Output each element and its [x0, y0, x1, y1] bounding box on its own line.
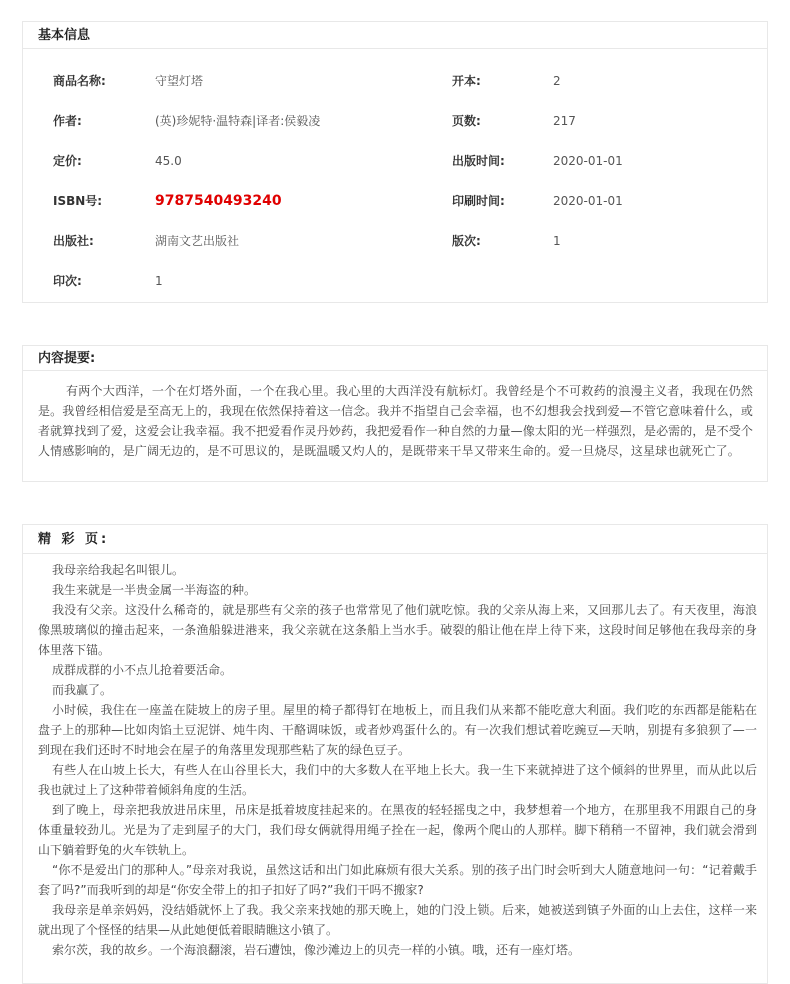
- info-label: 作者:: [53, 114, 82, 128]
- info-value: 217: [553, 114, 576, 128]
- excerpt-paragraph: 我母亲给我起名叫银儿。: [52, 563, 185, 577]
- excerpt-paragraph: 我母亲是单亲妈妈，没结婚就怀上了我。我父亲来找她的那天晚上，她的门没上锁。后来，她被送到镇子外面的山上去住，这样一来就出现了个怪怪的结果—从此她便低着眼睛瞧这小镇了。: [38, 903, 757, 937]
- basic-info-title: 基本信息: [23, 22, 767, 49]
- excerpt-paragraph: 索尔茨，我的故乡。一个海浪翻滚，岩石遭蚀，像沙滩边上的贝壳一样的小镇。哦，还有一座灯塔。: [52, 943, 581, 957]
- info-label: 印次:: [53, 274, 82, 288]
- basic-info-panel: [22, 21, 768, 303]
- info-value: 守望灯塔: [155, 74, 204, 88]
- info-row: [23, 233, 769, 273]
- excerpt-paragraph: 有些人在山坡上长大，有些人在山谷里长大，我们中的大多数人在平地上长大。我一生下来就掉进了这个倾斜的世界里，而从此以后我也就过上了这种带着倾斜角度的生活。: [38, 763, 757, 797]
- excerpt-panel: [22, 524, 768, 984]
- info-value: 45.0: [155, 154, 182, 168]
- info-value: (英)珍妮特·温特森|译者:侯毅凌: [155, 114, 321, 128]
- excerpt-paragraph: 我生来就是一半贵金属一半海盗的种。: [52, 583, 257, 597]
- info-value: 湖南文艺出版社: [155, 234, 240, 248]
- info-row: [23, 113, 769, 153]
- info-label: 出版社:: [53, 234, 94, 248]
- summary-title: 内容提要:: [23, 346, 767, 371]
- info-label: 开本:: [452, 74, 481, 88]
- excerpt-paragraph: 到了晚上，母亲把我放进吊床里，吊床是抵着坡度挂起来的。在黑夜的轻轻摇曳之中，我梦想着一个地方，在那里我不用跟自己的身体重量较劲儿。光是为了走到屋子的大门，我们母女俩就得用绳子拴在一起，像两个爬山的人那样。脚下稍稍一不留神，我们就会滑到山下躺着野兔的火车铁轨上。: [38, 803, 757, 857]
- excerpt-paragraph: 小时候，我住在一座盖在陡坡上的房子里。屋里的椅子都得钉在地板上，而且我们从来都不能吃意大利面。我们吃的东西都是能粘在盘子上的那种—比如肉馅土豆泥饼、炖牛肉、干酪调味饭，或者炒鸡蛋什么的。有一次我们想试着吃豌豆—天呐，别提有多狼狈了—一到现在我们还时不时地会在屋子的角落里发现那些粘了灰的绿色豆子。: [38, 703, 757, 757]
- info-row: [23, 193, 769, 233]
- info-label: 定价:: [53, 154, 82, 168]
- info-row: [23, 73, 769, 113]
- excerpt-paragraph: 我没有父亲。这没什么稀奇的，就是那些有父亲的孩子也常常见了他们就吃惊。我的父亲从海上来，又回那儿去了。有天夜里，海浪像黑玻璃似的撞击起来，一条渔船躲进港来，我父亲就在这条船上当水手。破裂的船让他在岸上待下来，这段时间足够他在我母亲的身体里落下锚。: [38, 603, 757, 657]
- info-label: 商品名称:: [53, 74, 106, 88]
- excerpt-body: [23, 554, 767, 960]
- summary-text: 有两个大西洋，一个在灯塔外面，一个在我心里。我心里的大西洋没有航标灯。我曾经是个不可救药的浪漫主义者，我现在仍然是。我曾经相信爱是至高无上的，我现在依然保持着这一信念。我并不指望自己会幸福，也不幻想我会找到爱—不管它意味着什么，或者就算找到了爱，这爱会让我幸福。我不把爱看作灵丹妙药，我把爱看作一种自然的力量—像太阳的光一样强烈，是必需的，是不受个人情感影响的，是广阔无边的，是不可思议的，是既温暖又灼人的，是既带来干旱又带来生命的。爱一旦烧尽，这星球也就死亡了。: [38, 384, 753, 458]
- info-value: 2: [553, 74, 561, 88]
- info-row: [23, 153, 769, 193]
- info-value: 2020-01-01: [553, 194, 623, 208]
- info-label: 版次:: [452, 234, 481, 248]
- info-value: 1: [553, 234, 561, 248]
- excerpt-paragraph: 成群成群的小不点儿抢着要活命。: [52, 663, 233, 677]
- info-value: 1: [155, 274, 163, 288]
- excerpt-title: 精 彩 页:: [23, 525, 767, 554]
- info-label: ISBN号:: [53, 194, 103, 208]
- info-label: 印刷时间:: [452, 194, 505, 208]
- isbn-value: 9787540493240: [155, 193, 282, 209]
- excerpt-paragraph: 而我赢了。: [52, 683, 113, 697]
- info-label: 页数:: [452, 114, 481, 128]
- info-label: 出版时间:: [452, 154, 505, 168]
- info-row: [23, 273, 769, 313]
- info-value: 2020-01-01: [553, 154, 623, 168]
- summary-panel: [22, 345, 768, 482]
- excerpt-paragraph: “你不是爱出门的那种人。”母亲对我说，虽然这话和出门如此麻烦有很大关系。别的孩子出门时会听到大人随意地问一句：“记着戴手套了吗?”而我听到的却是“你安全带上的扣子扣好了吗?”我们干吗不搬家?: [38, 863, 757, 897]
